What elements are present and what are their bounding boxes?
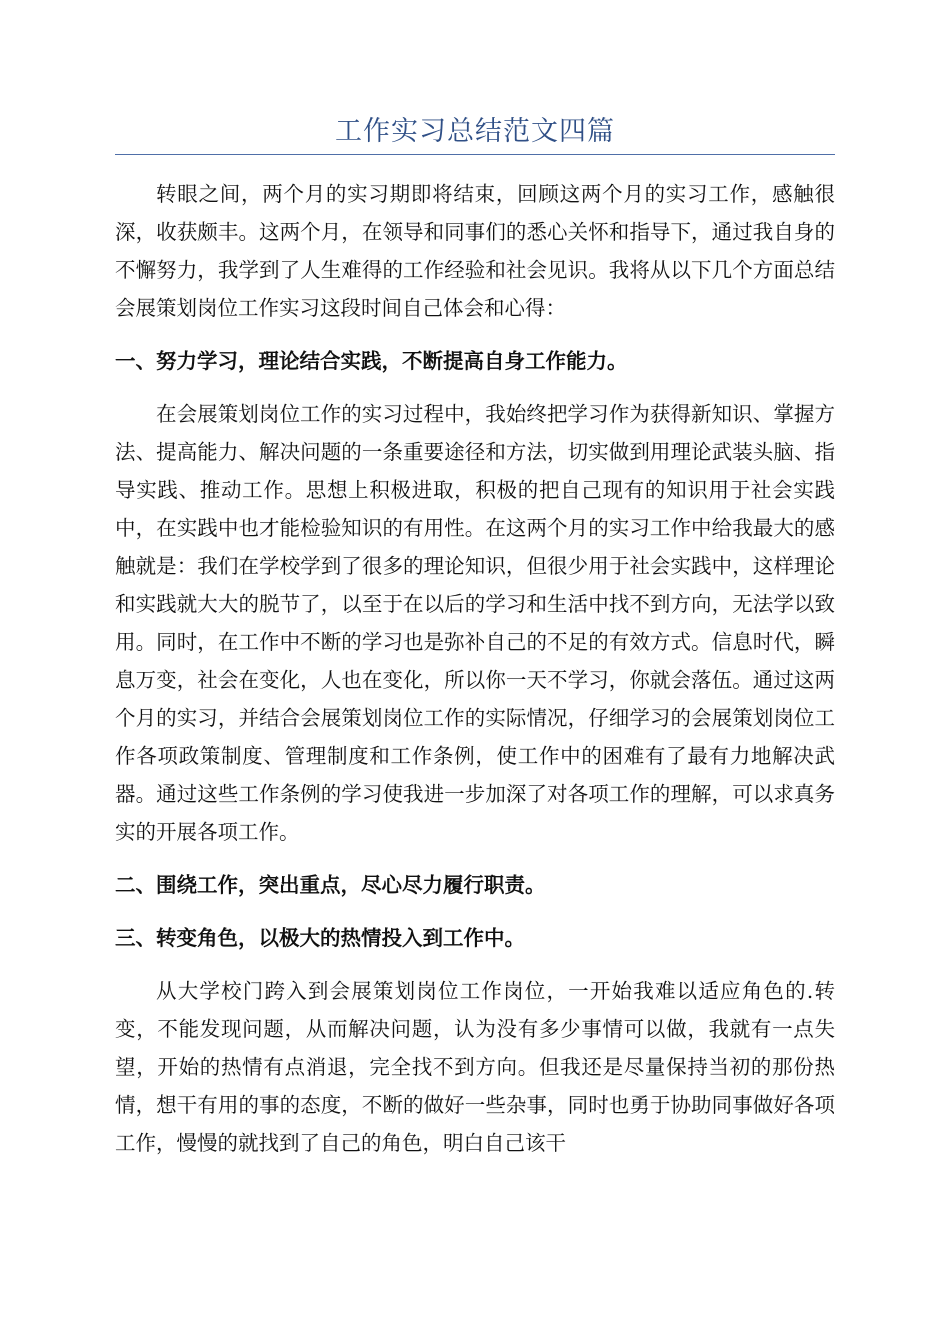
document-page — [115, 112, 835, 1162]
section-heading-1: 一、努力学习，理论结合实践，不断提高自身工作能力。 — [115, 349, 628, 373]
document-title: 工作实习总结范文四篇 — [335, 116, 615, 147]
paragraph-section-3: 从大学校门跨入到会展策划岗位工作岗位，一开始我难以适应角色的.转变，不能发现问题，从而解决问题，认为没有多少事情可以做，我就有一点失望，开始的热情有点消退，完全找不到方向。但我还是尽量保持当初的那份热情，想干有用的事的态度，不断的做好一些杂事，同时也勇于协助同事做好各项工作，慢慢的就找到了自己的角色，明白自己该干 — [115, 979, 835, 1155]
section-heading-2: 二、围绕工作，突出重点，尽心尽力履行职责。 — [115, 873, 546, 897]
section-heading-3: 三、转变角色，以极大的热情投入到工作中。 — [115, 926, 525, 950]
paragraph-intro: 转眼之间，两个月的实习期即将结束，回顾这两个月的实习工作，感触很深，收获颇丰。这两个月，在领导和同事们的悉心关怀和指导下，通过我自身的不懈努力，我学到了人生难得的工作经验和社会见识。我将从以下几个方面总结会展策划岗位工作实习这段时间自己体会和心得： — [115, 182, 835, 320]
paragraph-section-1: 在会展策划岗位工作的实习过程中，我始终把学习作为获得新知识、掌握方法、提高能力、解决问题的一条重要途径和方法，切实做到用理论武装头脑、指导实践、推动工作。思想上积极进取，积极的把自己现有的知识用于社会实践中，在实践中也才能检验知识的有用性。在这两个月的实习工作中给我最大的感触就是：我们在学校学到了很多的理论知识，但很少用于社会实践中，这样理论和实践就大大的脱节了，以至于在以后的学习和生活中找不到方向，无法学以致用。同时，在工作中不断的学习也是弥补自己的不足的有效方式。信息时代，瞬息万变，社会在变化，人也在变化，所以你一天不学习，你就会落伍。通过这两个月的实习，并结合会展策划岗位工作的实际情况，仔细学习的会展策划岗位工作各项政策制度、管理制度和工作条例，使工作中的困难有了最有力地解决武器。通过这些工作条例的学习使我进一步加深了对各项工作的理解，可以求真务实的开展各项工作。 — [115, 402, 835, 844]
title-underline — [115, 154, 835, 155]
